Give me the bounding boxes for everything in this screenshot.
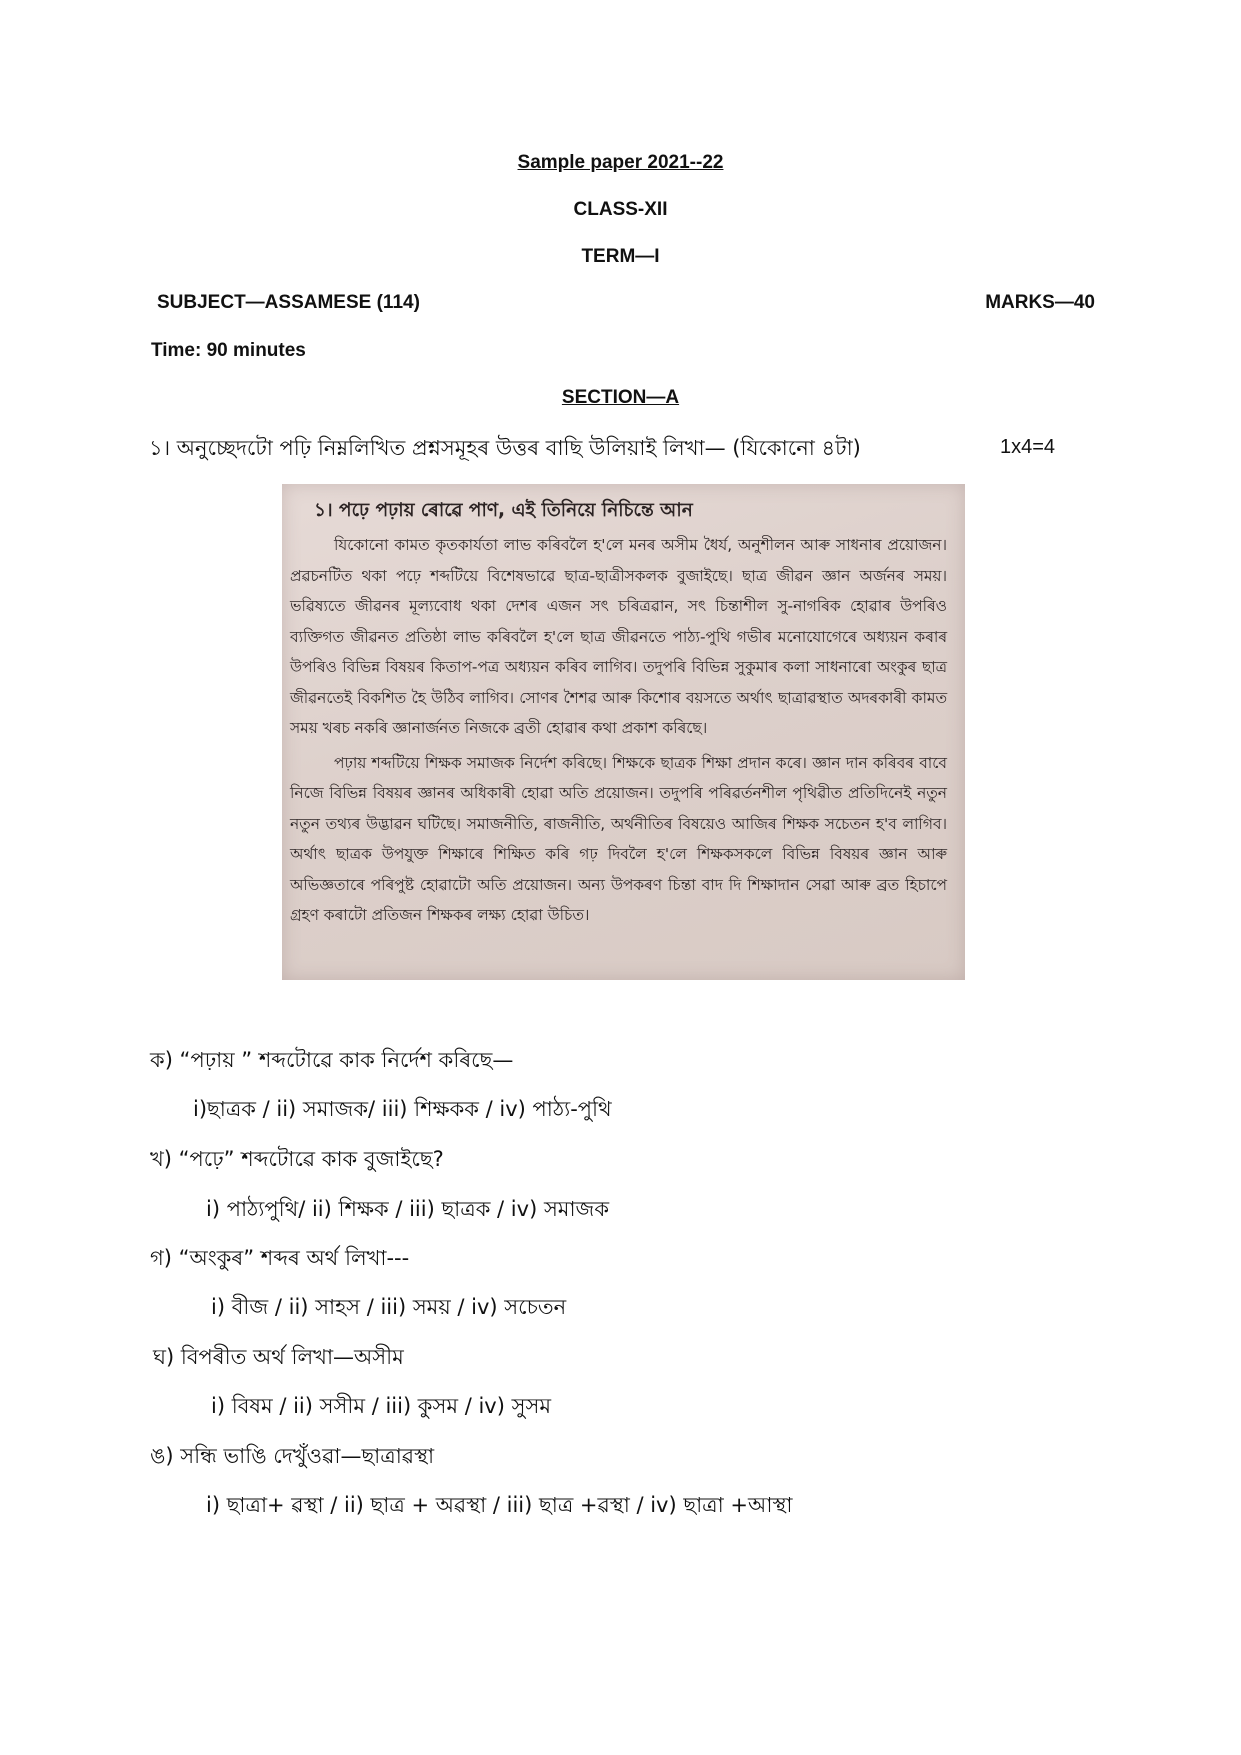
paper-title: Sample paper 2021--22 xyxy=(517,152,724,173)
subquestion-umo: ঙ) সন্ধি ভাঙি দেখুঁওৱা—ছাত্ৰাৱস্থা xyxy=(150,1444,435,1468)
options-gha: i) বিষম / ii) সসীম / iii) কুসম / iv) সুসম xyxy=(211,1394,551,1418)
subquestion-ga: গ) “অংকুৰ” শব্দৰ অৰ্থ লিখা--- xyxy=(150,1246,410,1270)
subject-label: SUBJECT—ASSAMESE (114) xyxy=(157,292,420,313)
options-kha: i) পাঠ্যপুথি/ ii) শিক্ষক / iii) ছাত্ৰক / iv) সমাজক xyxy=(206,1197,610,1221)
options-ga: i) বীজ / ii) সাহস / iii) সময় / iv) সচেতন xyxy=(211,1295,567,1319)
question-1-text: ১। অনুচ্ছেদটো পঢ়ি নিম্নলিখিত প্ৰশ্নসমূহৰ উত্তৰ বাছি উলিয়াই লিখা— (যিকোনো ৪টা) xyxy=(149,436,861,460)
time-label: Time: 90 minutes xyxy=(151,340,306,361)
marks-label: MARKS—40 xyxy=(985,292,1095,313)
class-label: CLASS-XII xyxy=(573,199,668,220)
question-1-marks: 1x4=4 xyxy=(1000,436,1056,458)
subquestion-kha: খ) “পঢ়ে” শব্দটোৱে কাক বুজাইছে? xyxy=(150,1147,444,1171)
subquestion-ka: ক) “পঢ়ায় ” শব্দটোৱে কাক নিৰ্দেশ কৰিছে— xyxy=(150,1048,514,1072)
passage-paragraph: যিকোনো কামত কৃতকাৰ্যতা লাভ কৰিবলৈ হ'লে মনৰ অসীম ধৈৰ্য, অনুশীলন আৰু সাধনাৰ প্ৰয়োজন। প্ৰৱচনটিত থকা পঢ়ে শব্দটিয়ে বিশেষভাৱে ছাত্ৰ-ছাত্ৰীসকলক বুজাইছে। ছাত্ৰ জীৱন জ্ঞান অৰ্জনৰ সময়। ভৱিষ্যতে জীৱনৰ মূল্যবোধ থকা দেশৰ এজন সৎ চৰিত্ৰৱান, সৎ চিন্তাশীল সু-নাগৰিক হোৱাৰ উপৰিও ব্যক্তিগত জীৱনত প্ৰতিষ্ঠা লাভ কৰিবলৈ হ'লে ছাত্ৰ জীৱনতে পাঠ্য-পুথি গভীৰ মনোযোগেৰে অধ্যয়ন কৰাৰ উপৰিও বিভিন্ন বিষয়ৰ কিতাপ-পত্ৰ অধ্যয়ন কৰিব লাগিব। তদুপৰি বিভিন্ন সুকুমাৰ কলা সাধনাৰো অংকুৰ ছাত্ৰ জীৱনতেই বিকশিত হৈ উঠিব লাগিব। সোণৰ শৈশৱ আৰু কিশোৰ বয়সতে অৰ্থাৎ ছাত্ৰাৱস্থাত অদৰকাৰী কামত সময় খৰচ নকৰি জ্ঞানাৰ্জনত নিজকে ব্ৰতী হোৱাৰ কথা প্ৰকাশ কৰিছে। xyxy=(290,536,947,737)
subquestion-gha: ঘ) বিপৰীত অৰ্থ লিখা—অসীম xyxy=(153,1345,404,1369)
options-ka: i)ছাত্ৰক / ii) সমাজক/ iii) শিক্ষকক / iv) পাঠ্য-পুথি xyxy=(193,1097,612,1121)
passage-photo xyxy=(282,484,965,980)
section-heading: SECTION—A xyxy=(561,387,680,408)
term-label: TERM—I xyxy=(581,246,660,267)
passage-title: ১। পঢ়ে পঢ়ায় ৰোৱে পাণ, এই তিনিয়ে নিচিন্তে আন xyxy=(314,500,693,521)
passage-paragraph: পঢ়ায় শব্দটিয়ে শিক্ষক সমাজক নিৰ্দেশ কৰিছে। শিক্ষকে ছাত্ৰক শিক্ষা প্ৰদান কৰে। জ্ঞান দান কৰিবৰ বাবে নিজে বিভিন্ন বিষয়ৰ জ্ঞানৰ অধিকাৰী হোৱা অতি প্ৰয়োজন। তদুপৰি পৰিৱৰ্তনশীল পৃথিৱীত প্ৰতিদিনেই নতুন নতুন তথ্যৰ উদ্ভাৱন ঘটিছে। সমাজনীতি, ৰাজনীতি, অৰ্থনীতিৰ বিষয়েও আজিৰ শিক্ষক সচেতন হ'ব লাগিব। অৰ্থাৎ ছাত্ৰক উপযুক্ত শিক্ষাৰে শিক্ষিত কৰি গঢ় দিবলৈ হ'লে শিক্ষকসকলে বিভিন্ন বিষয়ৰ জ্ঞান আৰু অভিজ্ঞতাৰে পৰিপুষ্ট হোৱাটো অতি প্ৰয়োজন। অন্য উপকৰণ চিন্তা বাদ দি শিক্ষাদান সেৱা আৰু ব্ৰত হিচাপে গ্ৰহণ কৰাটো প্ৰতিজন শিক্ষকৰ লক্ষ্য হোৱা উচিত। xyxy=(290,753,947,924)
options-umo: i) ছাত্ৰা+ ৱস্থা / ii) ছাত্ৰ + অৱস্থা / iii) ছাত্ৰ +ৱস্থা / iv) ছাত্ৰা +আস্থা xyxy=(206,1493,793,1517)
